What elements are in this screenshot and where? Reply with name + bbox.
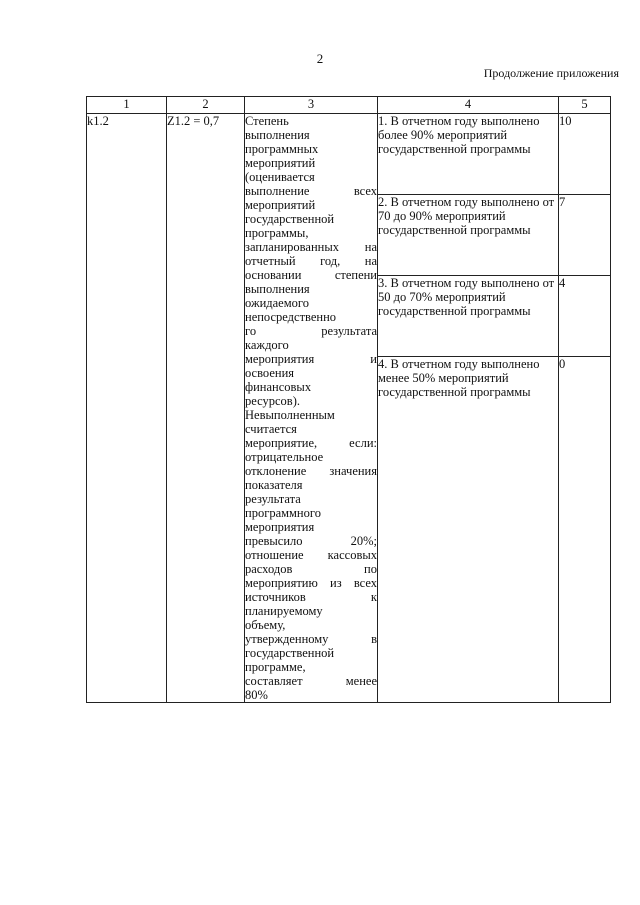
description-line: показателя xyxy=(245,478,303,492)
page-number: 2 xyxy=(316,51,324,66)
description-line: объему, xyxy=(245,618,286,632)
description-text xyxy=(245,114,377,702)
description-line: программе, xyxy=(245,660,306,674)
continuation-label: Продолжение приложения xyxy=(483,66,619,80)
description-line: мероприятия xyxy=(245,520,315,534)
description-line: ожидаемого xyxy=(245,296,309,310)
description-line: запланированных на xyxy=(245,240,377,254)
description-line: государственной xyxy=(245,646,335,660)
description-line: государственной xyxy=(245,212,335,226)
column-header-1: 1 xyxy=(87,97,167,114)
score-cell-1: 10 xyxy=(559,114,611,195)
condition-cell-1: 1. В отчетном году выполнено более 90% мероприятий государственной программы xyxy=(378,114,559,195)
description-line: непосредственно xyxy=(245,310,337,324)
description-line: Степень xyxy=(245,114,289,128)
table-row xyxy=(87,114,611,195)
description-line: основании степени xyxy=(245,268,377,282)
description-cell xyxy=(245,114,378,703)
description-line: мероприятия и xyxy=(245,352,377,366)
condition-cell-4: 4. В отчетном году выполнено менее 50% мероприятий государственной программы xyxy=(378,357,559,703)
description-line: превысило 20%; xyxy=(245,534,377,548)
description-line: выполнения xyxy=(245,282,310,296)
description-line: освоения xyxy=(245,366,295,380)
description-line: каждого xyxy=(245,338,289,352)
description-line: мероприятие, если: xyxy=(245,436,377,450)
description-line: планируемому xyxy=(245,604,323,618)
score-cell-2: 7 xyxy=(559,195,611,276)
column-header-2: 2 xyxy=(167,97,245,114)
description-line: финансовых xyxy=(245,380,312,394)
description-line: считается xyxy=(245,422,297,436)
description-line: 80% xyxy=(245,688,268,702)
description-line: мероприятию из всех xyxy=(245,576,377,590)
score-cell-4: 0 xyxy=(559,357,611,703)
description-line: выполнение всех xyxy=(245,184,377,198)
description-line: мероприятий xyxy=(245,156,316,170)
description-line: программного xyxy=(245,506,321,520)
description-line: выполнения xyxy=(245,128,310,142)
description-line: программных xyxy=(245,142,319,156)
description-line: утвержденному в xyxy=(245,632,377,646)
criteria-table xyxy=(86,96,611,703)
column-header-4: 4 xyxy=(378,97,559,114)
description-line: расходов по xyxy=(245,562,377,576)
table-header-row xyxy=(87,97,611,114)
condition-cell-2: 2. В отчетном году выполнено от 70 до 90% мероприятий государственной программы xyxy=(378,195,559,276)
description-line: го результата xyxy=(245,324,377,338)
description-line: результата xyxy=(245,492,301,506)
description-line: (оценивается xyxy=(245,170,315,184)
description-line: программы, xyxy=(245,226,309,240)
description-line: отношение кассовых xyxy=(245,548,377,562)
description-line: ресурсов). xyxy=(245,394,300,408)
column-header-5: 5 xyxy=(559,97,611,114)
description-line: отчетный год, на xyxy=(245,254,377,268)
indicator-cell: k1.2 xyxy=(87,114,167,703)
description-line: Невыполненным xyxy=(245,408,335,422)
description-line: отклонение значения xyxy=(245,464,377,478)
score-cell-3: 4 xyxy=(559,276,611,357)
description-line: отрицательное xyxy=(245,450,324,464)
description-line: источников к xyxy=(245,590,377,604)
column-header-3: 3 xyxy=(245,97,378,114)
formula-cell: Z1.2 = 0,7 xyxy=(167,114,245,703)
description-line: мероприятий xyxy=(245,198,316,212)
description-line: составляет менее xyxy=(245,674,377,688)
condition-cell-3: 3. В отчетном году выполнено от 50 до 70% мероприятий государственной программы xyxy=(378,276,559,357)
